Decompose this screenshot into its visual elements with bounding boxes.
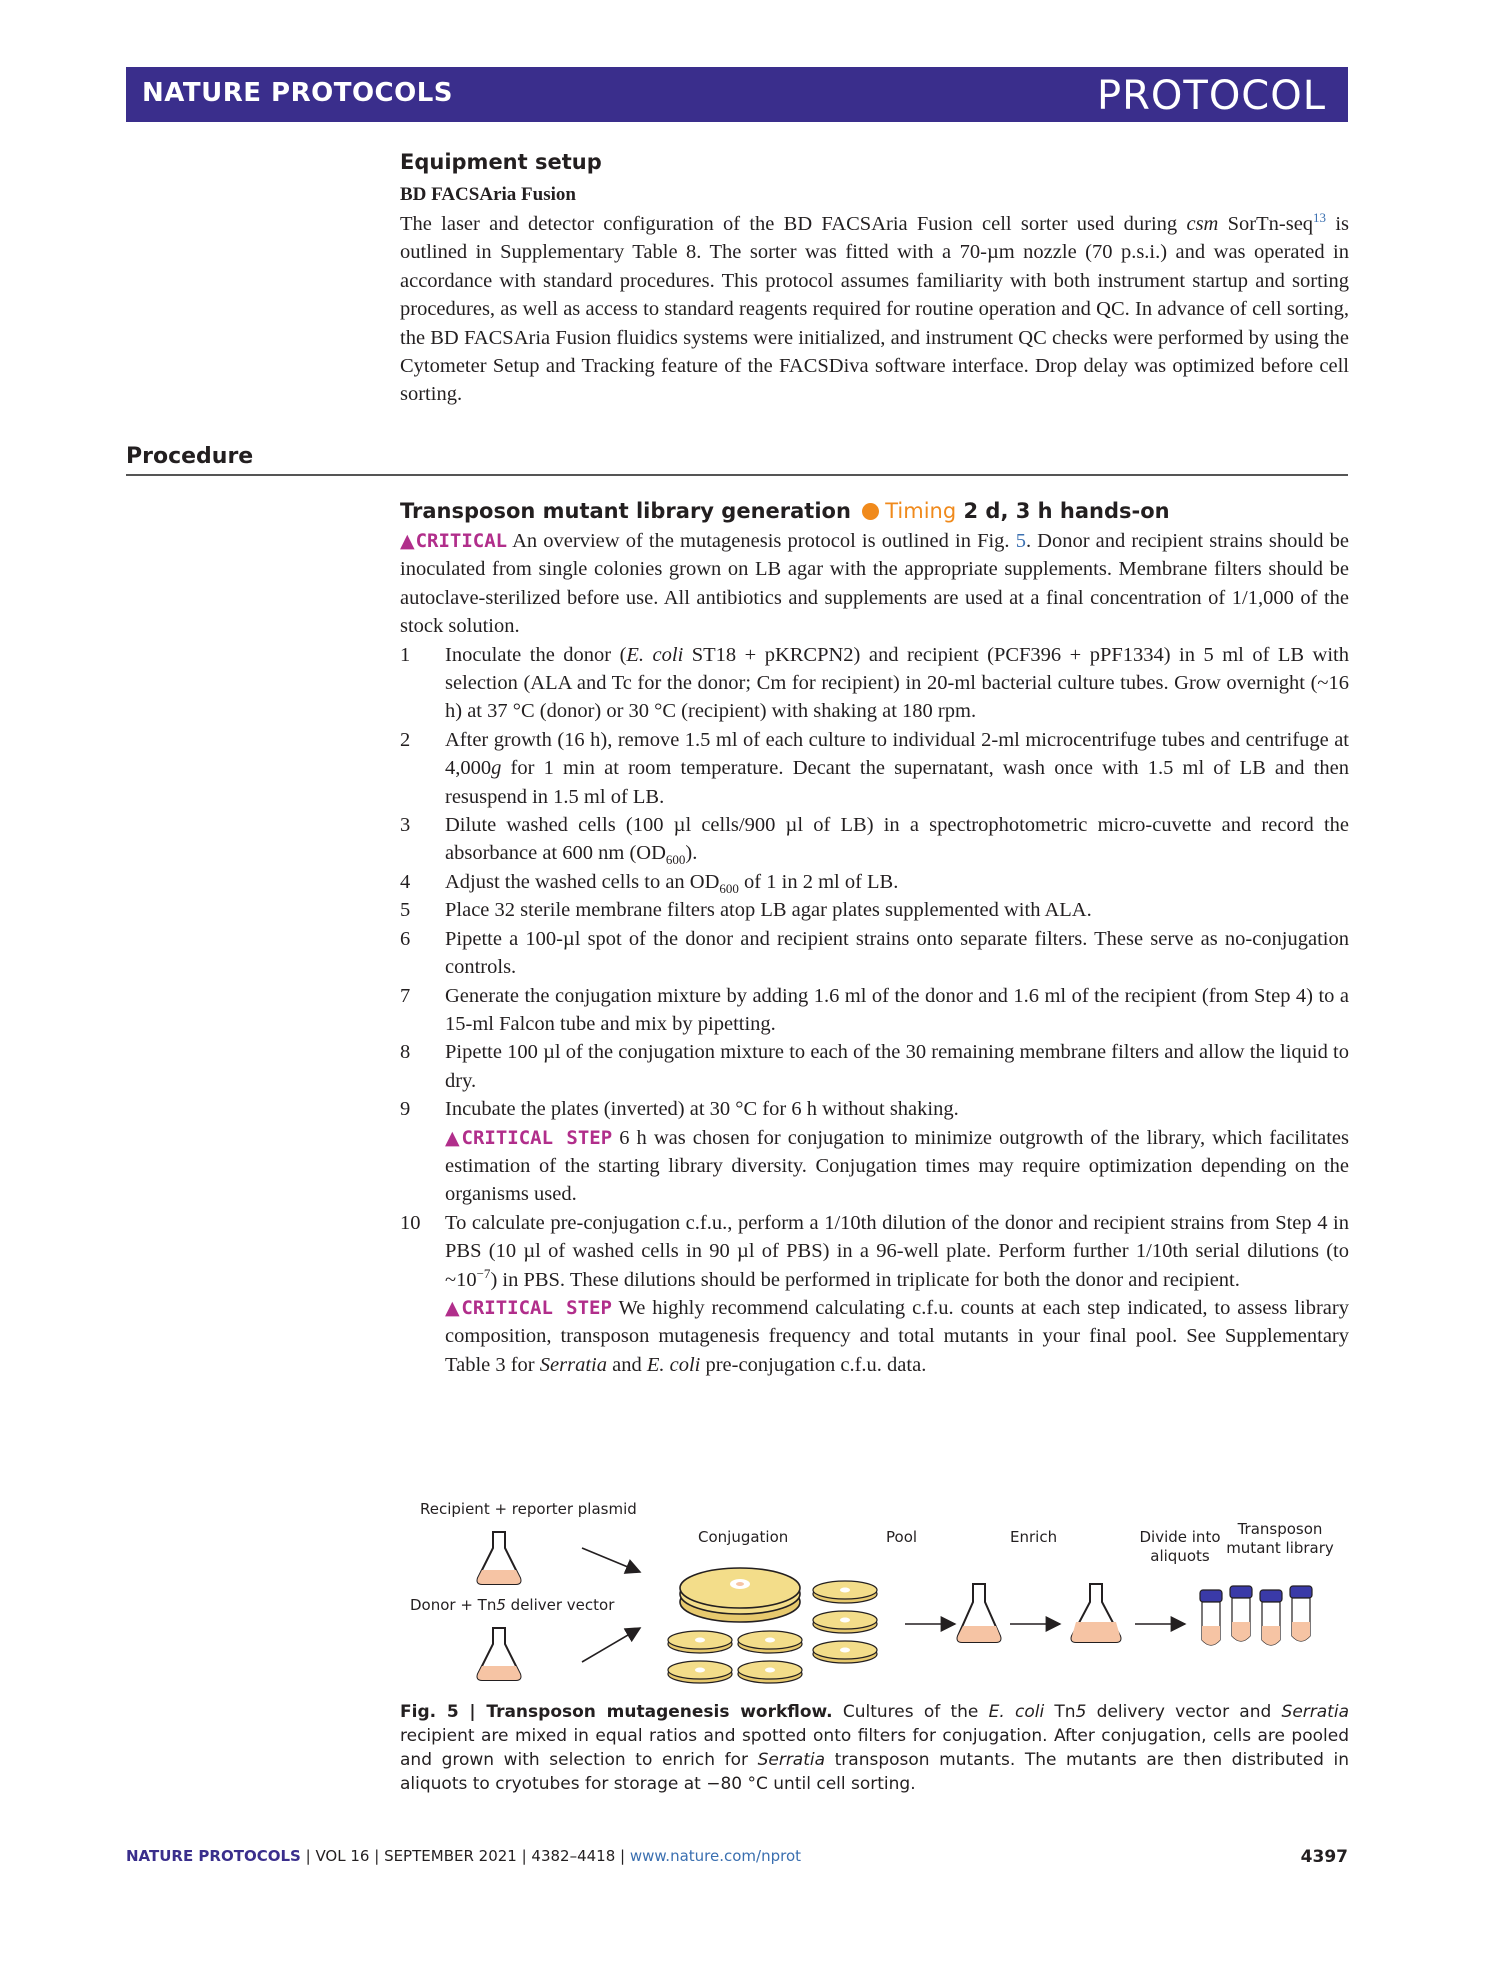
divide-label-line2: aliquots: [1150, 1547, 1210, 1565]
donor-label-italic: 5: [496, 1596, 506, 1614]
step-text: Dilute washed cells (100 µl cells/900 µl of LB) in a spectrophotometric micro-cuvette and record the absorbance at 600 nm (OD: [445, 814, 1349, 865]
library-title: Transposon mutant library generation: [400, 499, 851, 523]
critical-step-label: CRITICAL STEP: [461, 1126, 613, 1149]
recipient-arrow: [582, 1548, 640, 1572]
figure-caption: [400, 1700, 1349, 1796]
step-item: [400, 925, 1349, 982]
step-text: Pipette a 100-µl spot of the donor and recipient strains onto separate filters. These serve as no-conjugation controls.: [445, 927, 1349, 979]
step-superscript: −7: [476, 1265, 491, 1281]
equipment-csm: csm: [1186, 213, 1219, 235]
step-text: Pipette 100 µl of the conjugation mixture to each of the 30 remaining membrane filters and allow the liquid to dry.: [445, 1041, 1349, 1092]
step-text: Incubate the plates (inverted) at 30 °C for 6 h without shaking.: [445, 1098, 959, 1121]
library-label-line2: mutant library: [1226, 1539, 1334, 1557]
warning-triangle-icon: ▲: [400, 530, 416, 552]
page-footer: NATURE PROTOCOLS | VOL 16 | SEPTEMBER 2021 | 4382–4418 | www.nature.com/nprot 4397: [126, 1847, 1348, 1867]
caption-label: Fig. 5 | Transposon mutagenesis workflow.: [400, 1702, 833, 1722]
step-number: 4: [400, 870, 411, 893]
critical-label: CRITICAL: [415, 530, 508, 552]
step-item: [400, 1038, 1349, 1095]
library-label: [1220, 1520, 1340, 1558]
donor-arrow: [582, 1628, 640, 1662]
critical-step-note: [445, 1294, 1349, 1379]
article-type: PROTOCOL: [1096, 73, 1326, 119]
procedure-label: Procedure: [126, 444, 254, 469]
caption-italic: Serratia: [757, 1750, 826, 1770]
critical-step-text: We highly recommend calculating c.f.u. counts at each step indicated, to assess library composition, transposon mutagenesis frequency and total mutants in your final pool. See Supplementary Table 3 for: [445, 1296, 1349, 1376]
donor-label: [410, 1596, 614, 1614]
step-number: 7: [400, 984, 411, 1007]
footer-volume: VOL 16: [315, 1847, 370, 1865]
critical-badge: [400, 530, 507, 552]
footer-date: SEPTEMBER 2021: [384, 1847, 517, 1865]
step-subscript: 600: [719, 880, 739, 896]
procedure-body: [400, 527, 1349, 1379]
donor-flask-icon: [478, 1628, 521, 1680]
step-number: 9: [400, 1098, 411, 1121]
step-text: Place 32 sterile membrane filters atop LB agar plates supplemented with ALA.: [445, 899, 1092, 922]
equipment-paragraph: [400, 210, 1349, 409]
step-text: After growth (16 h), remove 1.5 ml of each culture to individual 2-ml microcentrifuge tubes and centrifuge at 4,000: [445, 728, 1349, 780]
critical-step-italic: E. coli: [646, 1353, 701, 1376]
step-item: [400, 641, 1349, 726]
step-item: [400, 868, 1349, 896]
critical-intro: [400, 527, 1349, 641]
step-text: for 1 min at room temperature. Decant the supernatant, wash once with 1.5 ml of LB and then resuspend in 1.5 ml of LB.: [445, 757, 1349, 808]
step-number: 2: [400, 728, 411, 751]
critical-step-note: [445, 1124, 1349, 1209]
reference-13-link[interactable]: 13: [1313, 210, 1327, 226]
cryotubes-icon: [1200, 1586, 1312, 1645]
critical-step-italic: Serratia: [539, 1353, 607, 1376]
recipient-label: Recipient + reporter plasmid: [420, 1500, 637, 1518]
step-item: [400, 1209, 1349, 1379]
figure-5: [400, 1490, 1350, 1690]
enrich-flask-icon: [1072, 1584, 1121, 1642]
pool-flask-icon: [958, 1584, 1001, 1642]
caption-italic: 5: [1075, 1702, 1087, 1722]
figure-5-link[interactable]: 5: [1015, 530, 1026, 552]
equipment-heading: Equipment setup: [400, 150, 602, 174]
enrich-label: Enrich: [1010, 1528, 1058, 1546]
page-number: 4397: [1300, 1847, 1348, 1867]
step-subscript: 600: [665, 852, 686, 868]
pool-label: Pool: [886, 1528, 918, 1546]
step-number: 8: [400, 1041, 411, 1064]
step-text: ) in PBS. These dilutions should be performed in triplicate for both the donor and recipient.: [490, 1268, 1240, 1291]
step-number: 3: [400, 814, 411, 837]
critical-step-text: and: [612, 1353, 642, 1376]
header-bar: [126, 67, 1348, 122]
equipment-subheading: BD FACSAria Fusion: [400, 184, 576, 205]
step-number: 1: [400, 643, 411, 666]
caption-text: Cultures of the: [842, 1702, 979, 1722]
step-text: of 1 in 2 ml of LB.: [738, 870, 899, 893]
step-number: 6: [400, 927, 411, 950]
critical-step-label: CRITICAL STEP: [461, 1296, 612, 1319]
step-number: 5: [400, 899, 411, 922]
step-item: [400, 811, 1349, 868]
donor-label-a: Donor + Tn: [410, 1596, 497, 1614]
step-text: Inoculate the donor (: [445, 643, 627, 666]
caption-italic: E. coli: [988, 1702, 1045, 1722]
conjugation-label: Conjugation: [698, 1528, 789, 1546]
step-number: 10: [400, 1211, 421, 1234]
step-item: [400, 726, 1349, 811]
library-label-line1: Transposon: [1237, 1520, 1323, 1538]
recipient-flask-icon: [478, 1532, 521, 1584]
equipment-text-1: The laser and detector configuration of the BD FACSAria Fusion cell sorter used during: [400, 213, 1178, 235]
step-text: Adjust the washed cells to an OD: [445, 870, 720, 893]
step-italic: g: [491, 757, 502, 780]
journal-name: NATURE PROTOCOLS: [142, 78, 454, 108]
footer-brand: NATURE PROTOCOLS: [126, 1847, 301, 1865]
procedure-divider: [126, 474, 1348, 476]
step-text: Generate the conjugation mixture by adding 1.6 ml of the donor and 1.6 ml of the recipient (from Step 4) to a 15-ml Falcon tube and mix by pipetting.: [445, 984, 1349, 1035]
critical-step-badge: [445, 1127, 612, 1149]
step-italic: E. coli: [626, 643, 684, 666]
timing-label: Timing: [885, 499, 957, 523]
equipment-sortn: SorTn-seq: [1227, 213, 1314, 235]
equipment-section: [400, 180, 1349, 409]
caption-text: transposon mutants. The mutants are then distributed in aliquots to cryotubes for storage at −80 °C until cell sorting.: [400, 1750, 1349, 1794]
caption-text: delivery vector and: [1096, 1702, 1272, 1722]
critical-step-badge: [445, 1297, 612, 1319]
footer-url-link[interactable]: www.nature.com/nprot: [629, 1847, 802, 1865]
step-item: [400, 1095, 1349, 1209]
procedure-steps: [400, 641, 1349, 1380]
caption-text: recipient are mixed in equal ratios and spotted onto filters for conjugation. After conjugation, cells are pooled and grown with selection to enrich for: [400, 1726, 1349, 1770]
step-text: ST18 + pKRCPN2) and recipient (PCF396 + pPF1334) in 5 ml of LB with selection (ALA and Tc for the donor; Cm for recipient) in 20-ml bacterial culture tubes. Grow overnight (~16 h) at 37 °C (donor) or 30 °C (recipient) with shaking at 180 rpm.: [445, 643, 1350, 723]
warning-triangle-icon: ▲: [445, 1126, 462, 1149]
critical-step-text: pre-conjugation c.f.u. data.: [705, 1353, 927, 1376]
caption-italic: Serratia: [1281, 1702, 1349, 1722]
divide-label-line1: Divide into: [1139, 1528, 1221, 1546]
library-heading: [400, 499, 1349, 523]
caption-text: Tn: [1054, 1702, 1076, 1722]
warning-triangle-icon: ▲: [445, 1296, 462, 1319]
timing-value: 2 d, 3 h hands-on: [963, 499, 1170, 523]
step-text: ).: [685, 842, 698, 865]
workflow-diagram: [400, 1490, 1350, 1690]
timing-dot-icon: [862, 503, 879, 520]
step-item: [400, 982, 1349, 1039]
step-item: [400, 896, 1349, 924]
footer-pages: 4382–4418: [531, 1847, 616, 1865]
equipment-text-2: is outlined in Supplementary Table 8. The sorter was fitted with a 70-µm nozzle (70 p.s.i.) and was operated in accordance with standard procedures. This protocol assumes familiarity with both instrument startup and sorting procedures, as well as access to standard reagents required for routine operation and QC. In advance of cell sorting, the BD FACSAria Fusion fluidics systems were initialized, and instrument QC checks were performed by using the Cytometer Setup and Tracking feature of the FACSDiva software interface. Drop delay was optimized before cell sorting.: [400, 213, 1350, 406]
critical-intro-text-b: . Donor and recipient strains should be inoculated from single colonies grown on LB agar with the appropriate supplements. Membrane filters should be autoclave-sterilized before use. All antibiotics and supplements are used at a final concentration of 1/1,000 of the stock solution.: [400, 530, 1349, 638]
donor-label-b: deliver vector: [505, 1596, 615, 1614]
conjugation-plate-icon: [680, 1568, 800, 1622]
critical-intro-text-a: An overview of the mutagenesis protocol is outlined in Fig.: [512, 530, 1010, 552]
critical-step-text: 6 h was chosen for conjugation to minimize outgrowth of the library, which facilitates estimation of the starting library diversity. Conjugation times may require optimization depending on the organisms used.: [445, 1126, 1349, 1206]
step-text: To calculate pre-conjugation c.f.u., perform a 1/10th dilution of the donor and recipient strains from Step 4 in PBS (10 µl of washed cells in 90 µl of PBS) in a 96-well plate. Perform further 1/10th serial dilutions (to ~10: [445, 1211, 1349, 1291]
